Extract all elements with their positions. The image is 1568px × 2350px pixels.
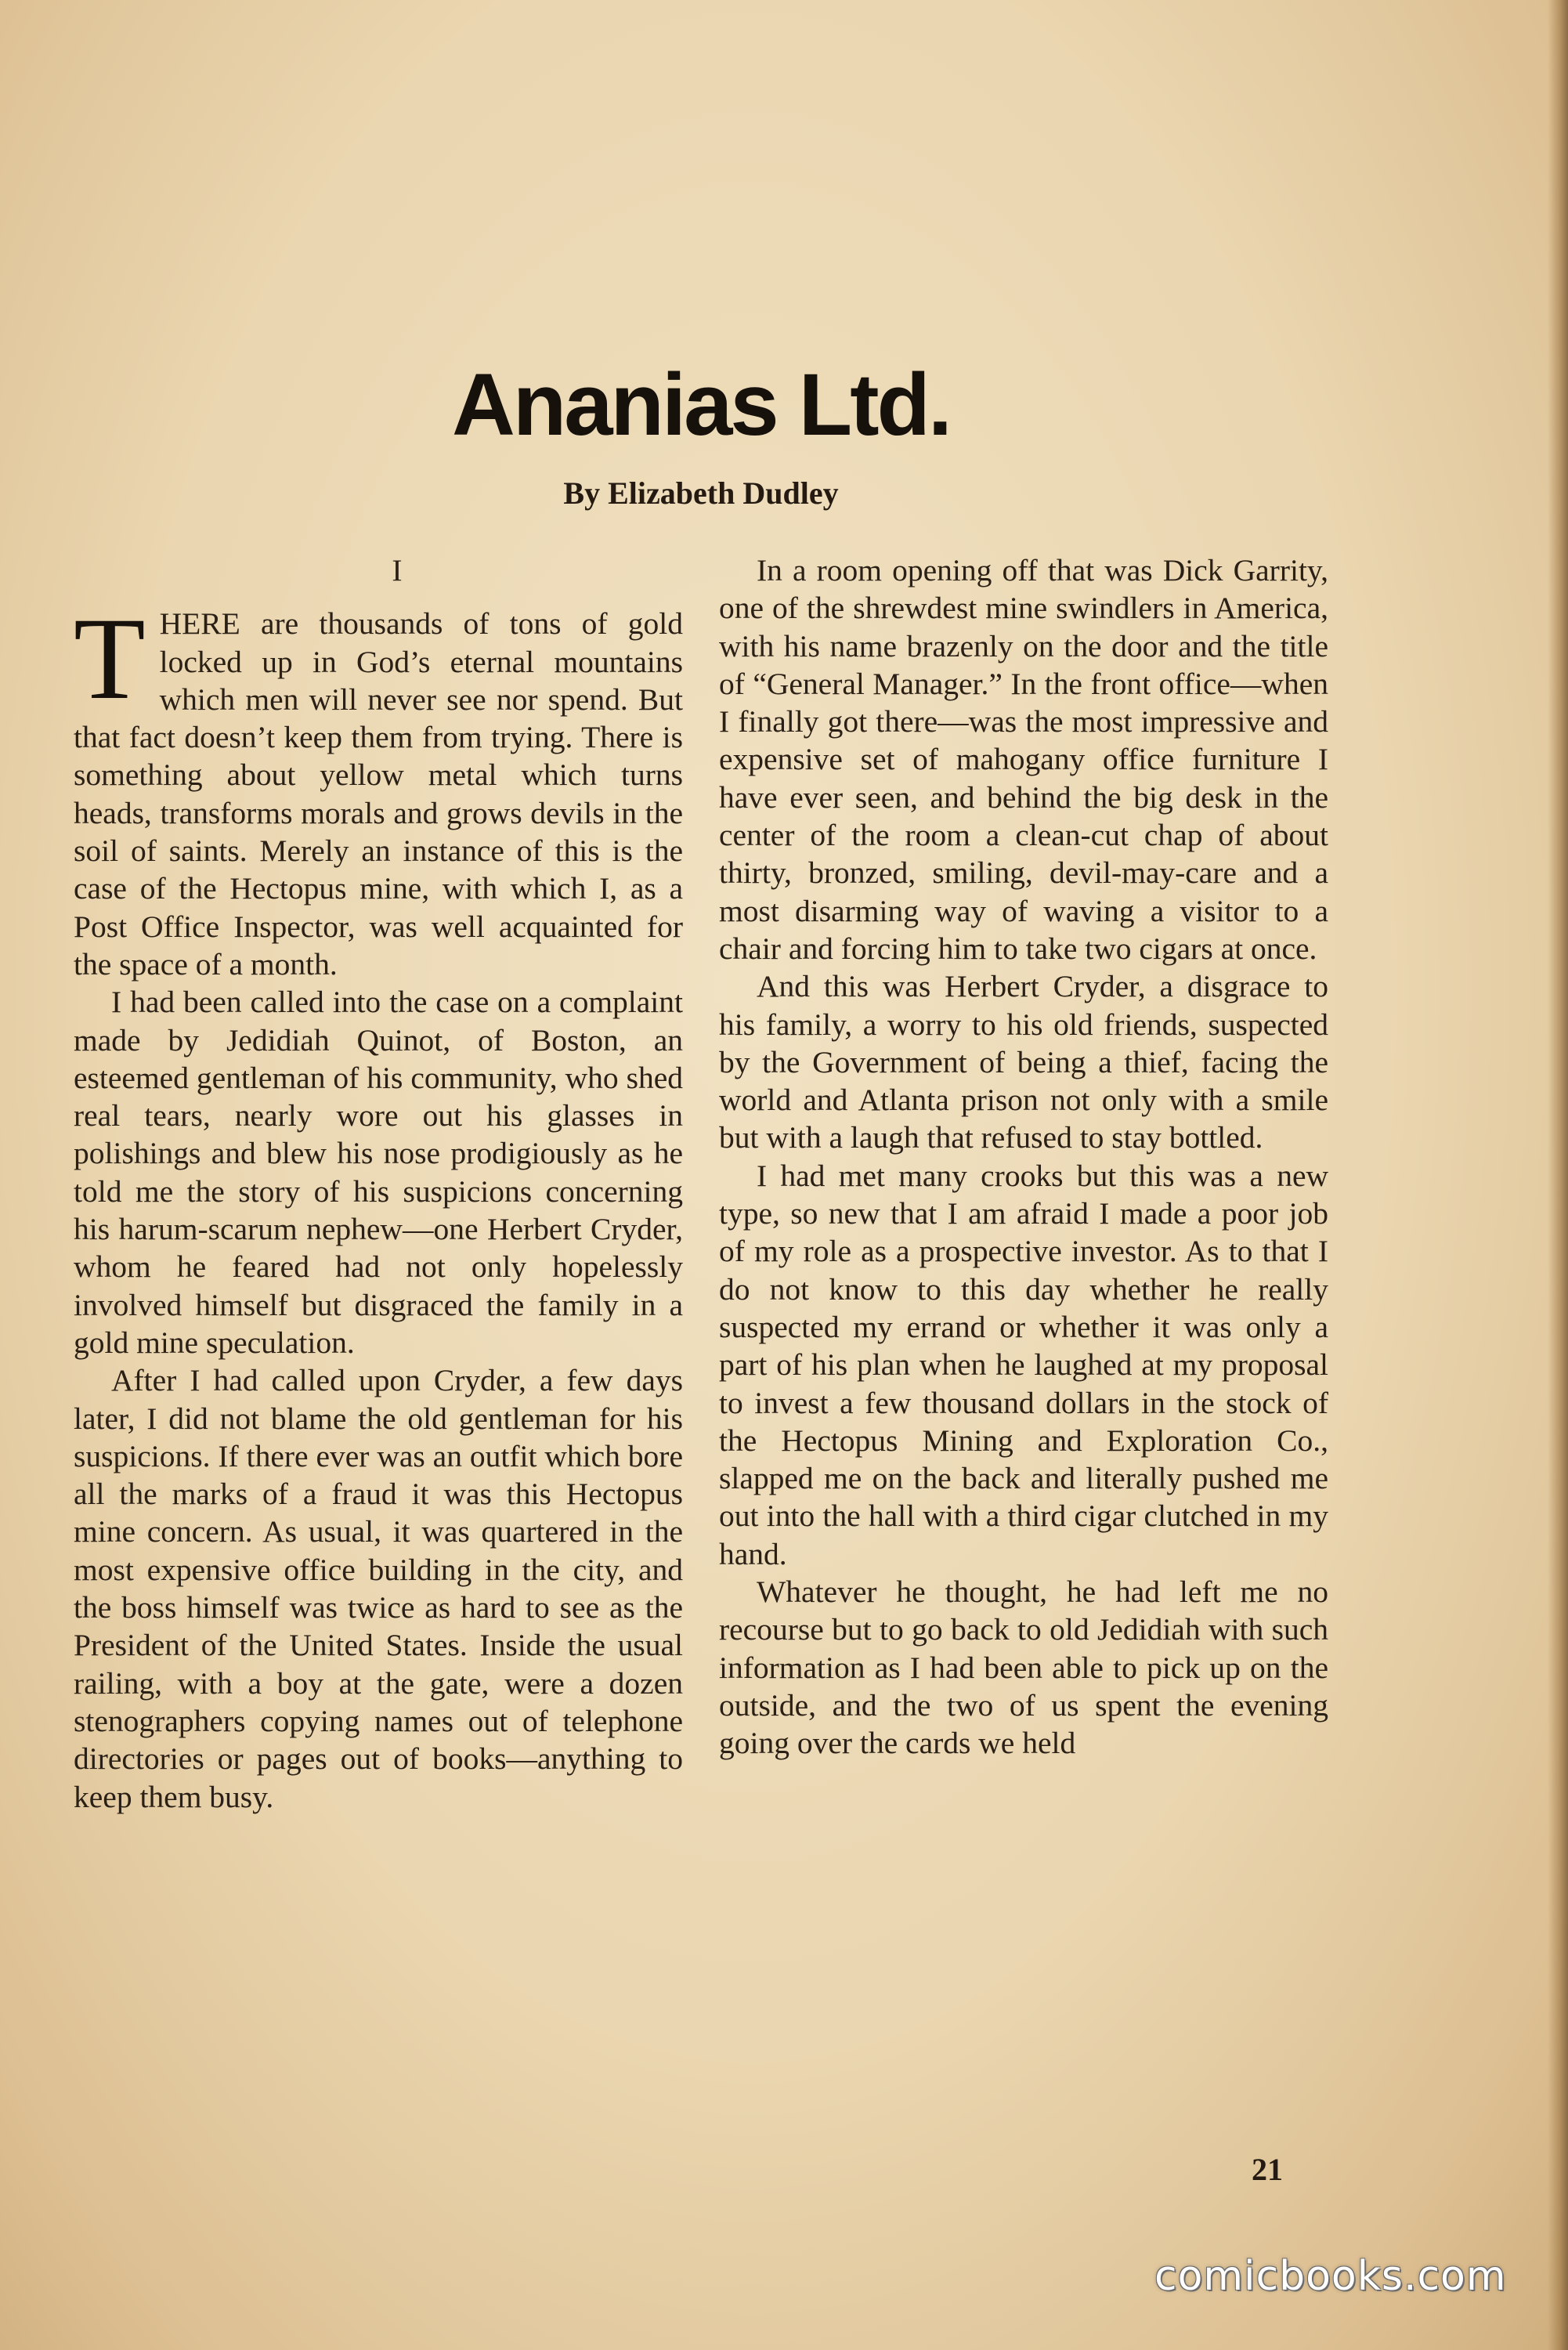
right-column <box>719 551 1328 1762</box>
paragraph: And this was Herbert Cryder, a disgrace to his family, a worry to his old friends, suspected by the Government of being a thief, facing the world and Atlanta prison not only with a smile but with a laugh that refused to stay bottled. <box>719 969 1328 1155</box>
article-title: Ananias Ltd. <box>451 356 951 454</box>
paragraph: Whatever he thought, he had left me no recourse but to go back to old Jedidiah with such information as I had been able to pick up on the outside, and the two of us spent the evening going over the cards we held <box>719 1574 1328 1761</box>
paragraph: I had met many crooks but this was a new type, so new that I am afraid I made a poor job of my role as a prospective investor. As to that I do not know to this day whether he really suspected my errand or whether it was only a part of his plan when he laughed at my proposal to invest a few thousand dollars in the stock of the Hectopus Mining and Exploration Co., slapped me on the back and literally pushed me out into the hall with a third cigar clutched in my hand. <box>719 1158 1328 1571</box>
page-number: 21 <box>1252 2152 1283 2187</box>
left-column <box>74 551 683 1816</box>
paragraph-text: HERE are thousands of tons of gold locked up in God’s eternal mountains which men will never see nor spend. But that fact doesn’t keep them from trying. There is something about yellow metal which turns heads, transforms morals and grows devils in the soil of saints. Merely an instance of this is the case of the Hectopus mine, with which I, as a Post Office Inspector, was well acquainted for the space of a month. <box>74 606 683 982</box>
paragraph: I had been called into the case on a complaint made by Jedidiah Quinot, of Boston, an esteemed gentleman of his community, who shed real tears, nearly wore out his glasses in polishings and blew his nose prodigiously as he told me the story of his suspicions concerning his harum-scarum nephew—one Herbert Cryder, whom he feared had not only hopelessly involved himself but disgraced the family in a gold mine speculation. <box>74 985 683 1360</box>
watermark: comicbooks.com <box>1154 2253 1507 2300</box>
article-byline: By Elizabeth Dudley <box>563 475 839 511</box>
drop-cap: T <box>74 594 146 725</box>
page-edge-shadow <box>1548 0 1568 2350</box>
paragraph <box>74 594 683 983</box>
section-number: I <box>392 553 403 588</box>
paragraph: After I had called upon Cryder, a few days later, I did not blame the old gentleman for his suspicions. If there ever was an outfit which bore all the marks of a fraud it was this Hectopus mine concern. As usual, it was quartered in the most expensive office building in the city, and the boss himself was twice as hard to see as the President of the United States. Inside the usual railing, with a boy at the gate, were a dozen stenographers copying names out of telephone directories or pages out of books—anything to keep them busy. <box>74 1363 683 1814</box>
paragraph: In a room opening off that was Dick Garrity, one of the shrewdest mine swindlers in America, with his name brazenly on the door and the title of “General Manager.” In the front office—when I finally got there—was the most impressive and expensive set of mahogany office furniture I have ever seen, and behind the big desk in the center of the room a clean-cut chap of about thirty, bronzed, smiling, devil-may-care and a most disarming way of waving a visitor to a chair and forcing him to take two cigars at once. <box>719 553 1328 966</box>
